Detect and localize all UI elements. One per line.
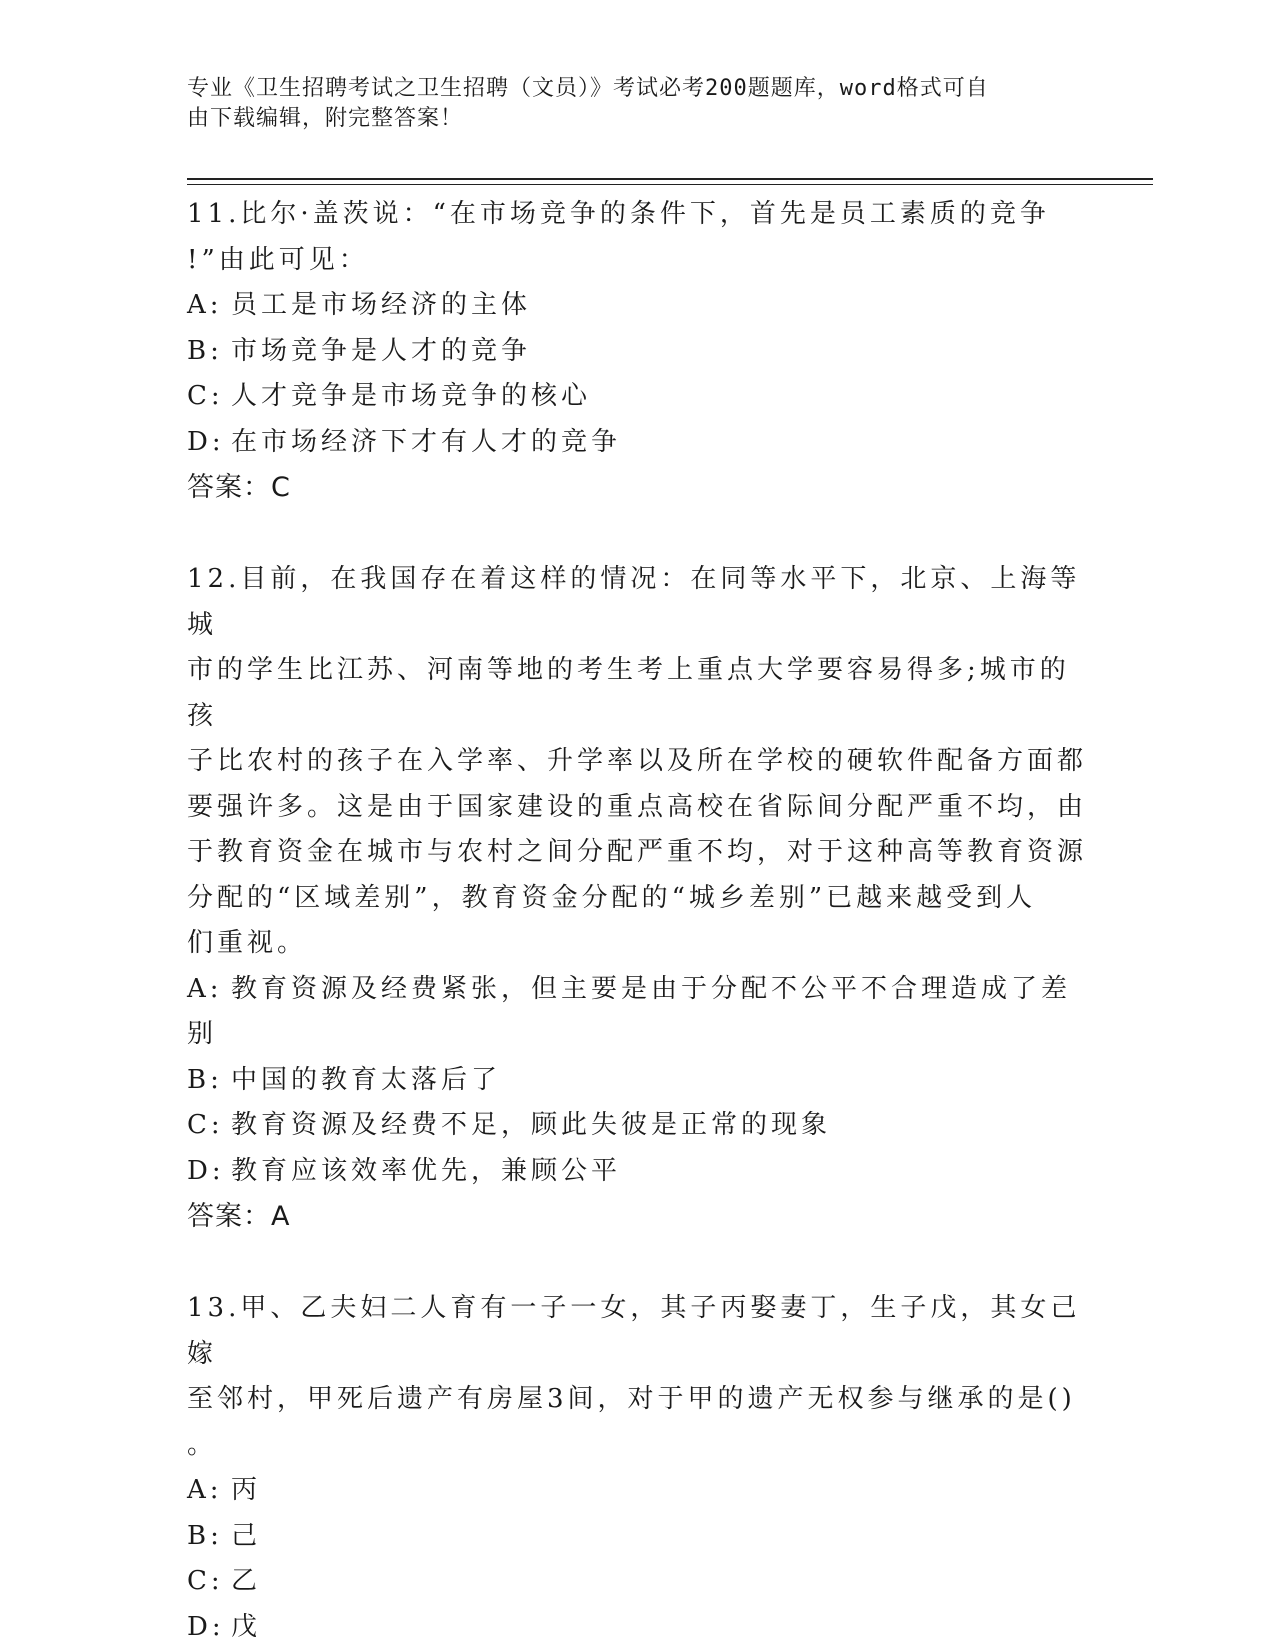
option-label: A: [187, 290, 223, 320]
header-divider-thin [187, 184, 1153, 185]
option-text: 丙 [231, 1475, 262, 1505]
question-11-answer: 答案：C [187, 472, 291, 503]
option-text: 市场竞争是人才的竞争 [231, 335, 532, 366]
option-text: 乙 [231, 1566, 262, 1596]
question-list [187, 192, 1087, 1650]
option-text: 戊 [231, 1611, 262, 1642]
question-11-line-1: 11.比尔·盖茨说：“在市场竞争的条件下，首先是员工素质的竞争 [187, 199, 1050, 229]
option-label: A: [187, 973, 223, 1004]
option-text: 在市场经济下才有人才的竞争 [231, 426, 622, 457]
option-label: D: [187, 1155, 225, 1186]
option-label: A: [187, 1475, 223, 1505]
question-12-line-1: 12.目前，在我国存在着这样的情况：在同等水平下，北京、上海等城 [187, 564, 1081, 640]
question-spacer [187, 510, 1087, 557]
question-12-line-6: 分配的“区域差别”，教育资金分配的“城乡差别”已越来越受到人 [187, 882, 1037, 913]
question-12-option-b [187, 1058, 1087, 1104]
question-13-option-c [187, 1559, 1087, 1605]
option-text: 中国的教育太落后了 [231, 1064, 502, 1095]
option-text: 教育应该效率优先，兼顾公平 [231, 1155, 622, 1186]
question-13-option-a [187, 1468, 1087, 1514]
question-13 [187, 1286, 1087, 1650]
question-11-option-d [187, 420, 1087, 466]
document-header [187, 74, 1067, 134]
question-spacer [187, 1239, 1087, 1286]
option-text: 教育资源及经费不足，顾此失彼是正常的现象 [231, 1110, 832, 1140]
question-13-option-b [187, 1514, 1087, 1560]
question-11-option-b [187, 329, 1087, 375]
option-label: B: [187, 1064, 223, 1095]
question-11-option-a [187, 283, 1087, 329]
question-12 [187, 557, 1087, 1239]
option-label: D: [187, 426, 225, 457]
option-text: 员工是市场经济的主体 [231, 290, 532, 320]
option-text: 己 [231, 1520, 262, 1551]
question-13-line-1: 13.甲、乙夫妇二人育有一子一女，其子丙娶妻丁，生子戊，其女己嫁 [187, 1293, 1081, 1369]
header-line-2: 由下载编辑，附完整答案！ [187, 106, 464, 131]
question-11-line-2: !”由此可见： [187, 244, 369, 275]
header-divider-thick [187, 178, 1153, 180]
option-label: C: [187, 381, 224, 411]
question-12-option-c [187, 1103, 1087, 1149]
question-12-line-5: 于教育资金在城市与农村之间分配严重不均，对于这种高等教育资源 [187, 837, 1088, 867]
question-13-line-3: 。 [187, 1429, 218, 1460]
option-label: B: [187, 1520, 223, 1551]
question-11-option-c [187, 374, 1087, 420]
question-12-option-a [187, 967, 1087, 1058]
question-12-answer: 答案：A [187, 1201, 291, 1232]
question-12-option-d [187, 1149, 1087, 1195]
option-label: B: [187, 335, 223, 366]
question-12-line-2: 市的学生比江苏、河南等地的考生考上重点大学要容易得多;城市的孩 [187, 655, 1070, 731]
option-label: D: [187, 1611, 225, 1642]
question-13-line-2: 至邻村，甲死后遗产有房屋3间，对于甲的遗产无权参与继承的是() [187, 1384, 1076, 1414]
option-text: 教育资源及经费紧张，但主要是由于分配不公平不合理造成了差别 [187, 973, 1072, 1049]
question-12-line-7: 们重视。 [187, 928, 308, 958]
option-label: C: [187, 1566, 224, 1596]
question-12-line-3: 子比农村的孩子在入学率、升学率以及所在学校的硬软件配备方面都 [187, 746, 1088, 776]
question-12-line-4: 要强许多。这是由于国家建设的重点高校在省际间分配严重不均，由 [187, 791, 1088, 822]
header-line-1: 专业《卫生招聘考试之卫生招聘（文员）》考试必考200题题库，word格式可自 [187, 76, 989, 101]
option-label: C: [187, 1110, 224, 1140]
option-text: 人才竞争是市场竞争的核心 [231, 381, 592, 411]
question-13-option-d [187, 1605, 1087, 1650]
question-11 [187, 192, 1087, 510]
